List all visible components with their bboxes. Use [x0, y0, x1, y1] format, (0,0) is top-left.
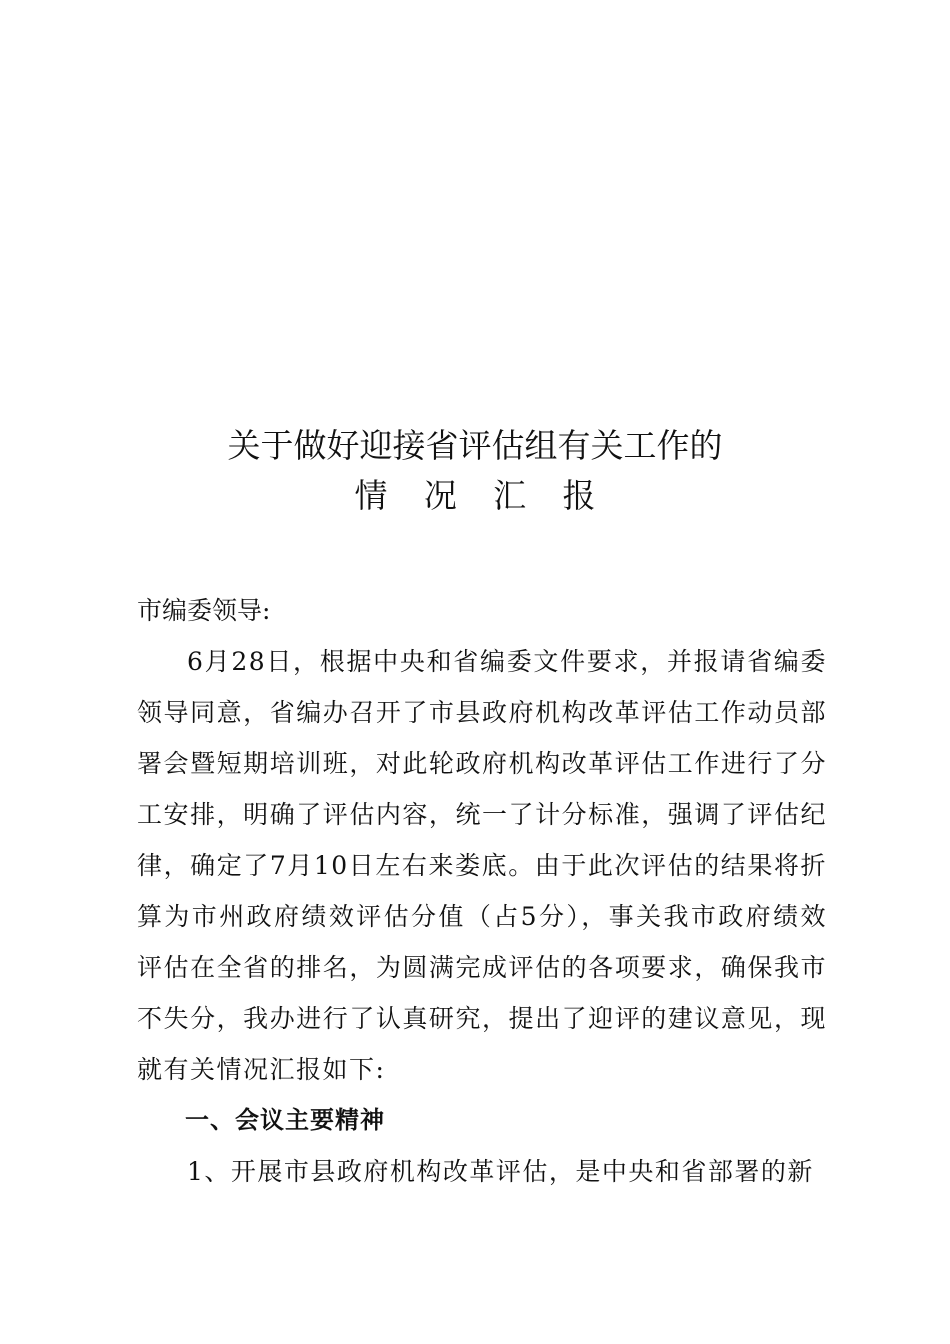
salutation: 市编委领导: [137, 596, 271, 625]
paragraph-section1-item1: 1、开展市县政府机构改革评估，是中央和省部署的新 [187, 1157, 814, 1186]
document-title-line2: 情况汇报 [354, 476, 632, 515]
document-title-line1: 关于做好迎接省评估组有关工作的 [227, 426, 723, 465]
document-body [137, 585, 827, 1197]
section-heading-1: 一、会议主要精神 [185, 1106, 385, 1134]
paragraph-intro: 6月28日，根据中央和省编委文件要求，并报请省编委领导同意，省编办召开了市县政府机构改革评估工作动员部署会暨短期培训班，对此轮政府机构改革评估工作进行了分工安排，明确了评估内容，统一了计分标准，强调了评估纪律，确定了7月10日左右来娄底。由于此次评估的结果将折算为市州政府绩效评估分值（占5分），事关我市政府绩效评估在全省的排名，为圆满完成评估的各项要求，确保我市不失分，我办进行了认真研究，提出了迎评的建议意见，现就有关情况汇报如下: [137, 647, 827, 1084]
